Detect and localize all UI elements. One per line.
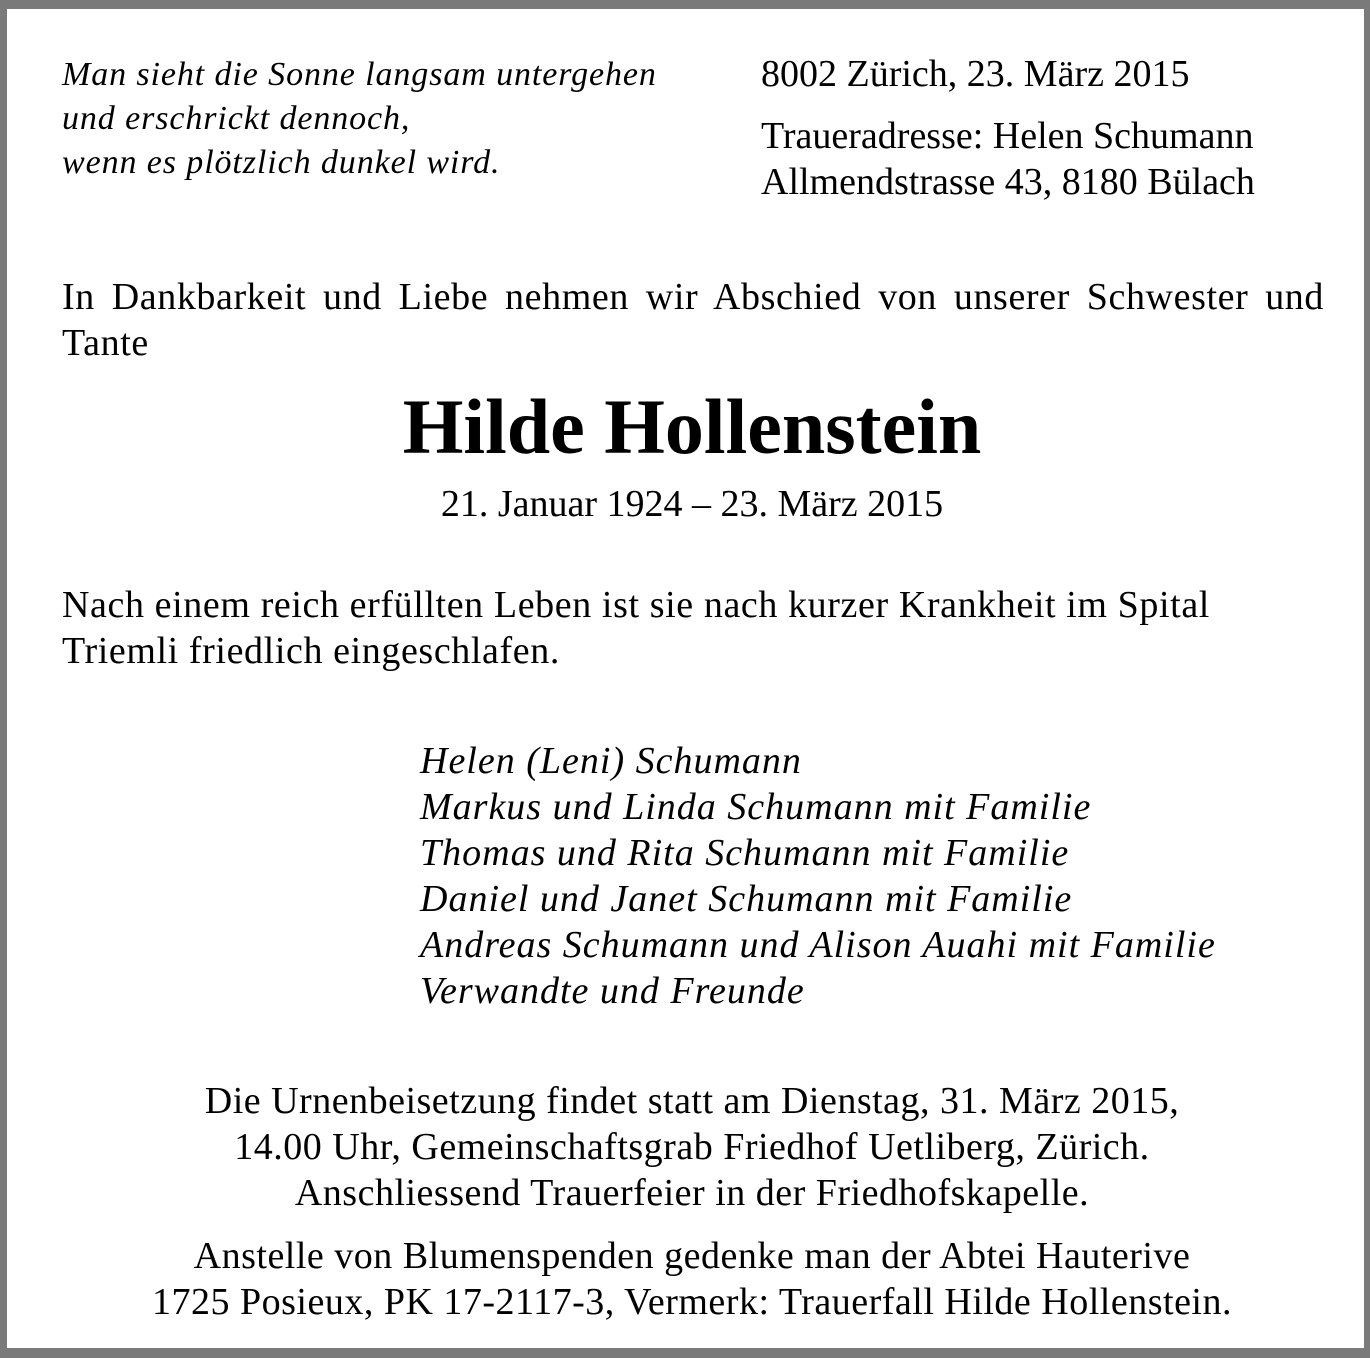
mourner-entry: Andreas Schumann und Alison Auahi mit Familie — [420, 924, 1216, 966]
mourner-entry: Helen (Leni) Schumann — [420, 740, 802, 782]
header-info — [761, 51, 1255, 205]
mourners-list — [420, 738, 1216, 1014]
mourner-entry: Markus und Linda Schumann mit Familie — [420, 786, 1092, 828]
mourner-entry: Daniel und Janet Schumann mit Familie — [420, 878, 1073, 920]
poem-line: Man sieht die Sonne langsam untergehen — [62, 56, 657, 93]
mourning-address-line: Traueradresse: Helen Schumann — [761, 115, 1254, 157]
donation-note — [7, 1233, 1370, 1325]
donation-line: 1725 Posieux, PK 17-2117-3, Vermerk: Trauerfall Hilde Hollenstein. — [151, 1281, 1232, 1323]
poem-line: wenn es plötzlich dunkel wird. — [62, 144, 501, 181]
funeral-line: Anschliessend Trauerfeier in der Friedhofskapelle. — [294, 1172, 1090, 1214]
death-statement: Nach einem reich erfüllten Leben ist sie nach kurzer Krankheit im Spital Triemli friedlich eingeschlafen. — [62, 584, 1210, 672]
lifespan-dates: 21. Januar 1924 – 23. März 2015 — [440, 483, 944, 525]
poem-quote — [62, 53, 657, 185]
funeral-line: Die Urnenbeisetzung findet statt am Dienstag, 31. März 2015, — [204, 1080, 1180, 1122]
funeral-line: 14.00 Uhr, Gemeinschaftsgrab Friedhof Uetliberg, Zürich. — [234, 1126, 1150, 1168]
mourner-entry: Verwandte und Freunde — [420, 970, 805, 1012]
mourner-entry: Thomas und Rita Schumann mit Familie — [420, 832, 1070, 874]
donation-line: Anstelle von Blumenspenden gedenke man der Abtei Hauterive — [193, 1235, 1191, 1277]
deceased-name: Hilde Hollenstein — [402, 383, 982, 470]
intro-text: In Dankbarkeit und Liebe nehmen wir Abschied von unserer Schwester und Tante — [62, 276, 1324, 364]
mourning-address-line: Allmendstrasse 43, 8180 Bülach — [761, 161, 1255, 203]
dateline: 8002 Zürich, 23. März 2015 — [761, 53, 1190, 95]
funeral-details — [7, 1078, 1370, 1216]
poem-line: und erschrickt dennoch, — [62, 100, 411, 137]
